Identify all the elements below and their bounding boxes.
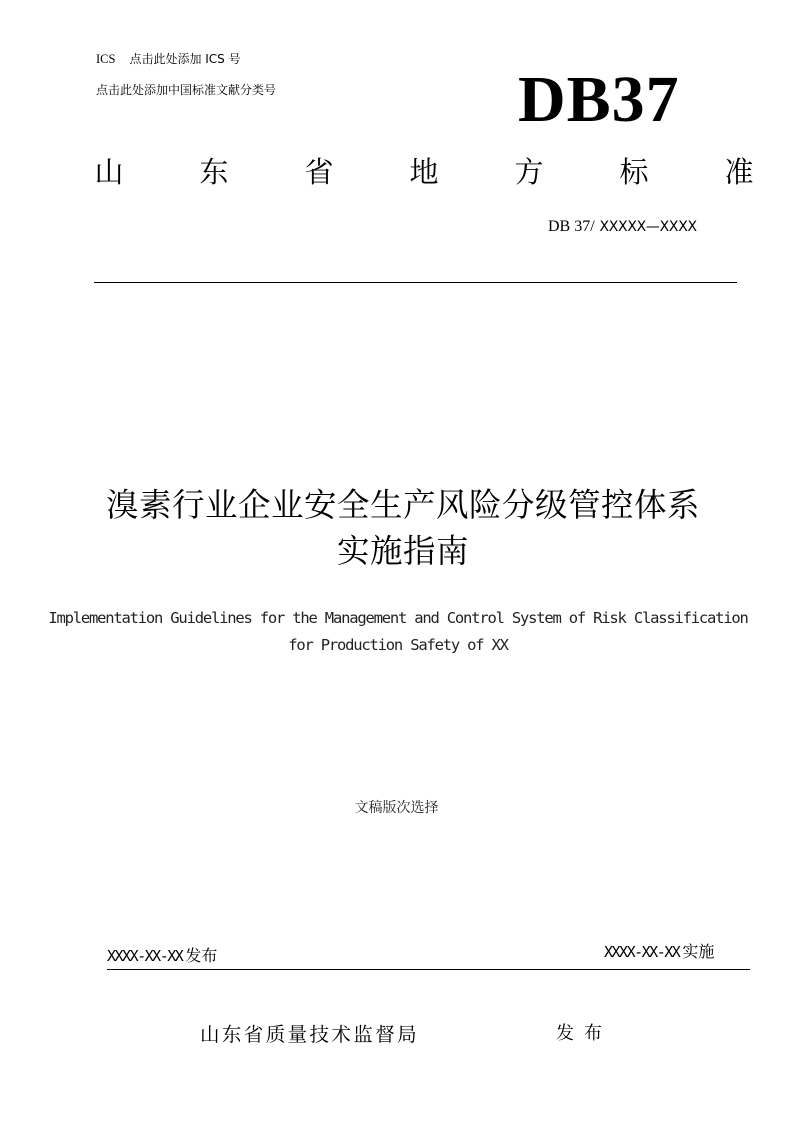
standard-type-heading — [94, 152, 754, 192]
issuing-authority: 山东省质量技术监督局 — [200, 1023, 420, 1046]
chinese-title[interactable] — [60, 482, 746, 574]
ics-field[interactable] — [96, 51, 241, 67]
standard-number-prefix: DB 37/ — [548, 218, 595, 235]
footer-divider — [107, 969, 750, 970]
standard-type-char: 山 — [94, 155, 124, 189]
standard-type-char: 地 — [409, 155, 439, 189]
draft-version-selector[interactable]: 文稿版次选择 — [354, 800, 439, 816]
issue-date-label: 发布 — [185, 946, 218, 965]
chinese-title-line1: 溴素行业企业安全生产风险分级管控体系 — [105, 486, 700, 524]
publish-label: 发布 — [556, 1023, 612, 1044]
standard-type-char: 省 — [304, 155, 334, 189]
issue-date — [107, 945, 217, 967]
standard-number — [548, 216, 697, 237]
ccs-placeholder[interactable]: 点击此处添加中国标准文献分类号 — [96, 83, 277, 97]
ics-label: ICS — [96, 52, 116, 66]
db-code-logo: DB37 — [518, 63, 680, 136]
standard-type-char: 东 — [199, 155, 229, 189]
implementation-date-label: 实施 — [682, 942, 715, 961]
standard-type-char: 方 — [514, 155, 544, 189]
issue-date-value[interactable]: XXXX-XX-XX — [107, 947, 183, 965]
ics-placeholder[interactable]: 点击此处添加 ICS 号 — [129, 52, 241, 66]
standard-type-char: 准 — [724, 155, 754, 189]
header-divider — [94, 282, 737, 283]
implementation-date — [604, 941, 714, 963]
english-title[interactable]: Implementation Guidelines for the Management and Control System of Risk Classification for Production Safety of XX — [48, 609, 748, 654]
implementation-date-value[interactable]: XXXX-XX-XX — [604, 943, 680, 961]
standard-number-value[interactable]: XXXXX—XXXX — [599, 219, 697, 235]
chinese-title-line2: 实施指南 — [336, 532, 469, 570]
standard-type-char: 标 — [619, 155, 649, 189]
